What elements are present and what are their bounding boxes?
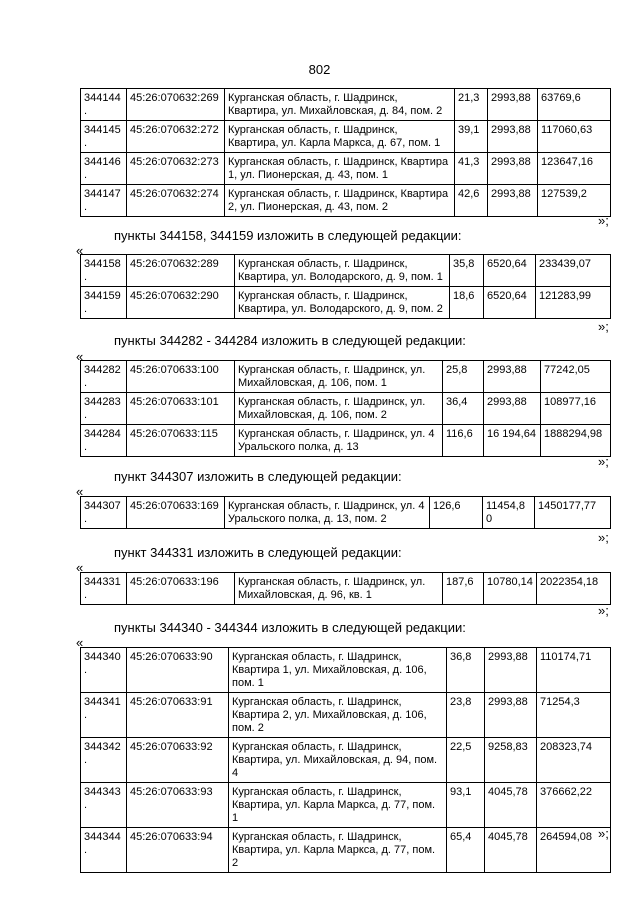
item-number-cell: 344147. [81, 185, 127, 217]
table-row [81, 497, 611, 529]
address-cell: Курганская область, г. Шадринск, Квартира, ул. Володарского, д. 9, пом. 2 [235, 287, 450, 319]
rate-cell: 2993,88 [488, 185, 538, 217]
area-cell: 21,3 [455, 89, 488, 121]
area-cell: 39,1 [455, 121, 488, 153]
page-number: 802 [308, 62, 331, 77]
item-number-cell: 344344. [81, 828, 127, 873]
table-row [81, 185, 611, 217]
opening-quote: « [76, 349, 84, 364]
cadastral-number-cell: 45:26:070633:94 [127, 828, 229, 873]
area-cell: 116,6 [443, 425, 484, 457]
cadastral-number-cell: 45:26:070632:272 [127, 121, 225, 153]
area-cell: 36,8 [447, 648, 485, 693]
address-cell: Курганская область, г. Шадринск, Квартира 2, ул. Пионерская, д. 43, пом. 2 [225, 185, 455, 217]
rate-cell: 11454,80 [483, 497, 535, 529]
address-cell: Курганская область, г. Шадринск, ул. Михайловская, д. 106, пом. 2 [235, 393, 443, 425]
records-table-body [81, 255, 611, 319]
value-cell: 127539,2 [538, 185, 611, 217]
value-cell: 117060,63 [538, 121, 611, 153]
records-table-body [81, 497, 611, 529]
rate-cell: 2993,88 [488, 89, 538, 121]
address-cell: Курганская область, г. Шадринск, Квартира 1, ул. Пионерская, д. 43, пом. 1 [225, 153, 455, 185]
records-table [80, 496, 611, 529]
value-cell: 110174,71 [537, 648, 611, 693]
cadastral-number-cell: 45:26:070632:289 [127, 255, 235, 287]
rate-cell: 2993,88 [485, 693, 537, 738]
amendment-instruction: пункт 344331 изложить в следующей редакции: [114, 545, 402, 560]
item-number-cell: 344341. [81, 693, 127, 738]
address-cell: Курганская область, г. Шадринск, Квартира, ул. Михайловская, д. 94, пом. 4 [229, 738, 447, 783]
area-cell: 18,6 [450, 287, 484, 319]
value-cell: 264594,08 [537, 828, 611, 873]
item-number-cell: 344144. [81, 89, 127, 121]
opening-quote: « [76, 243, 84, 258]
records-table-body [81, 89, 611, 217]
cadastral-number-cell: 45:26:070632:274 [127, 185, 225, 217]
rate-cell: 4045,78 [485, 828, 537, 873]
rate-cell: 2993,88 [488, 121, 538, 153]
area-cell: 187,6 [443, 573, 484, 605]
records-table-body [81, 361, 611, 457]
cadastral-number-cell: 45:26:070633:91 [127, 693, 229, 738]
area-cell: 65,4 [447, 828, 485, 873]
records-table [80, 572, 611, 605]
closing-quote: »; [598, 826, 609, 841]
table-row [81, 738, 611, 783]
rate-cell: 4045,78 [485, 783, 537, 828]
rate-cell: 16 194,64 [484, 425, 541, 457]
cadastral-number-cell: 45:26:070633:92 [127, 738, 229, 783]
address-cell: Курганская область, г. Шадринск, Квартира, ул. Карла Маркса, д. 67, пом. 1 [225, 121, 455, 153]
cadastral-number-cell: 45:26:070632:290 [127, 287, 235, 319]
value-cell: 208323,74 [537, 738, 611, 783]
value-cell: 123647,16 [538, 153, 611, 185]
cadastral-number-cell: 45:26:070633:169 [127, 497, 225, 529]
value-cell: 108977,16 [541, 393, 611, 425]
address-cell: Курганская область, г. Шадринск, ул. 4 Уральского полка, д. 13, пом. 2 [225, 497, 430, 529]
closing-quote: »; [598, 454, 609, 469]
area-cell: 93,1 [447, 783, 485, 828]
opening-quote: « [76, 635, 84, 650]
cadastral-number-cell: 45:26:070633:90 [127, 648, 229, 693]
table-row [81, 121, 611, 153]
area-cell: 25,8 [443, 361, 484, 393]
area-cell: 23,8 [447, 693, 485, 738]
value-cell: 71254,3 [537, 693, 611, 738]
table-row [81, 425, 611, 457]
rate-cell: 10780,14 [484, 573, 537, 605]
closing-quote: »; [598, 603, 609, 618]
rate-cell: 2993,88 [484, 361, 541, 393]
amendment-instruction: пункт 344307 изложить в следующей редакции: [114, 469, 402, 484]
value-cell: 77242,05 [541, 361, 611, 393]
table-row [81, 828, 611, 873]
rate-cell: 6520,64 [484, 255, 536, 287]
rate-cell: 2993,88 [484, 393, 541, 425]
closing-quote: »; [598, 213, 609, 228]
item-number-cell: 344283. [81, 393, 127, 425]
table-row [81, 287, 611, 319]
table-row [81, 361, 611, 393]
table-row [81, 783, 611, 828]
table-row [81, 573, 611, 605]
records-table [80, 254, 611, 319]
amendment-instruction: пункты 344340 - 344344 изложить в следующей редакции: [114, 620, 466, 635]
item-number-cell: 344284. [81, 425, 127, 457]
address-cell: Курганская область, г. Шадринск, ул. Михайловская, д. 106, пом. 1 [235, 361, 443, 393]
value-cell: 376662,22 [537, 783, 611, 828]
area-cell: 36,4 [443, 393, 484, 425]
cadastral-number-cell: 45:26:070632:273 [127, 153, 225, 185]
cadastral-number-cell: 45:26:070633:115 [127, 425, 235, 457]
closing-quote: »; [598, 319, 609, 334]
address-cell: Курганская область, г. Шадринск, ул. Михайловская, д. 96, кв. 1 [235, 573, 443, 605]
item-number-cell: 344307. [81, 497, 127, 529]
area-cell: 35,8 [450, 255, 484, 287]
opening-quote: « [76, 560, 84, 575]
address-cell: Курганская область, г. Шадринск, Квартира, ул. Карла Маркса, д. 77, пом. 1 [229, 783, 447, 828]
value-cell: 2022354,18 [537, 573, 611, 605]
table-row [81, 153, 611, 185]
rate-cell: 6520,64 [484, 287, 536, 319]
address-cell: Курганская область, г. Шадринск, Квартира 2, ул. Михайловская, д. 106, пом. 2 [229, 693, 447, 738]
item-number-cell: 344343. [81, 783, 127, 828]
item-number-cell: 344342. [81, 738, 127, 783]
value-cell: 1888294,98 [541, 425, 611, 457]
table-row [81, 255, 611, 287]
cadastral-number-cell: 45:26:070633:93 [127, 783, 229, 828]
address-cell: Курганская область, г. Шадринск, Квартира, ул. Володарского, д. 9, пом. 1 [235, 255, 450, 287]
closing-quote: »; [598, 530, 609, 545]
item-number-cell: 344282. [81, 361, 127, 393]
opening-quote: « [76, 484, 84, 499]
item-number-cell: 344145. [81, 121, 127, 153]
cadastral-number-cell: 45:26:070632:269 [127, 89, 225, 121]
item-number-cell: 344159. [81, 287, 127, 319]
records-table-body [81, 648, 611, 873]
item-number-cell: 344331. [81, 573, 127, 605]
address-cell: Курганская область, г. Шадринск, Квартира, ул. Карла Маркса, д. 77, пом. 2 [229, 828, 447, 873]
item-number-cell: 344146. [81, 153, 127, 185]
rate-cell: 2993,88 [488, 153, 538, 185]
area-cell: 22,5 [447, 738, 485, 783]
records-table-body [81, 573, 611, 605]
cadastral-number-cell: 45:26:070633:100 [127, 361, 235, 393]
rate-cell: 9258,83 [485, 738, 537, 783]
value-cell: 121283,99 [536, 287, 611, 319]
area-cell: 42,6 [455, 185, 488, 217]
records-table [80, 647, 611, 873]
area-cell: 126,6 [430, 497, 483, 529]
table-row [81, 89, 611, 121]
value-cell: 233439,07 [536, 255, 611, 287]
amendment-instruction: пункты 344158, 344159 изложить в следующей редакции: [114, 228, 462, 243]
address-cell: Курганская область, г. Шадринск, Квартира, ул. Михайловская, д. 84, пом. 2 [225, 89, 455, 121]
records-table [80, 88, 611, 217]
item-number-cell: 344340. [81, 648, 127, 693]
rate-cell: 2993,88 [485, 648, 537, 693]
address-cell: Курганская область, г. Шадринск, Квартира 1, ул. Михайловская, д. 106, пом. 1 [229, 648, 447, 693]
records-table [80, 360, 611, 457]
table-row [81, 693, 611, 738]
area-cell: 41,3 [455, 153, 488, 185]
cadastral-number-cell: 45:26:070633:196 [127, 573, 235, 605]
table-row [81, 648, 611, 693]
value-cell: 63769,6 [538, 89, 611, 121]
address-cell: Курганская область, г. Шадринск, ул. 4 Уральского полка, д. 13 [235, 425, 443, 457]
table-row [81, 393, 611, 425]
amendment-instruction: пункты 344282 - 344284 изложить в следующей редакции: [114, 333, 466, 348]
cadastral-number-cell: 45:26:070633:101 [127, 393, 235, 425]
value-cell: 1450177,77 [535, 497, 611, 529]
item-number-cell: 344158. [81, 255, 127, 287]
